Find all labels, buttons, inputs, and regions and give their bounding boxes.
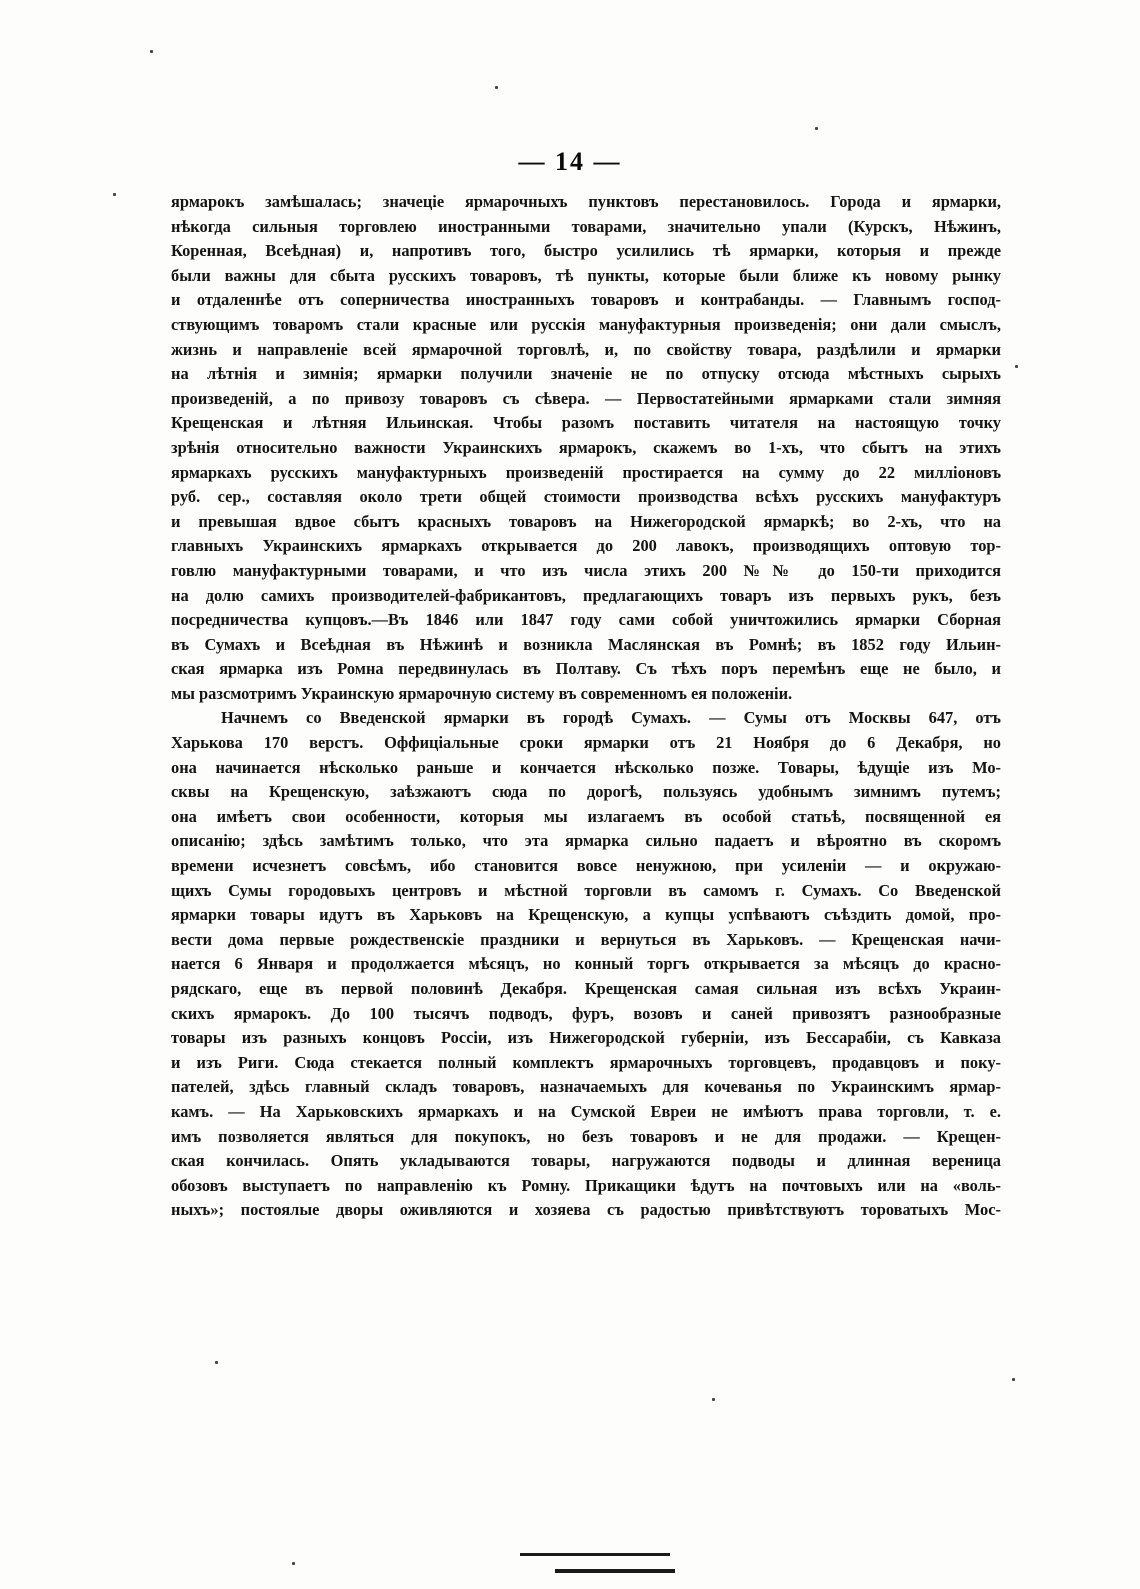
text-line: посредничества купцовъ.—Въ 1846 или 1847 году сами собой уничтожились ярмарки Сборная	[171, 610, 1001, 630]
text-line: скихъ ярмарокъ. До 100 тысячъ подводъ, фуръ, возовъ и саней привозятъ разнообразные	[171, 1003, 1001, 1023]
text-line: были важны для сбыта русскихъ товаровъ, тѣ пункты, которые были ближе къ новому рынку	[171, 265, 1001, 285]
text-line: и отдаленнѣе отъ соперничества иностранныхъ товаровъ и контрабанды. — Главнымъ господ-	[171, 290, 1001, 310]
text-line: жизнь и направленіе всей ярмарочной торговлѣ, и, по свойству товара, раздѣлили и ярмарки	[171, 339, 1001, 359]
scan-speck	[113, 193, 116, 196]
text-line: на лѣтнія и зимнія; ярмарки получили значеніе не по отпуску отсюда мѣстныхъ сырыхъ	[171, 364, 1001, 384]
text-line: ныхъ»; постоялые дворы оживляются и хозяева съ радостью привѣтствуютъ тороватыхъ Мос-	[171, 1200, 1001, 1220]
text-line: имъ позволяется являться для покупокъ, но безъ товаровъ и не для продажи. — Крещен-	[171, 1126, 1001, 1146]
text-line: Коренная, Всеѣдная) и, напротивъ того, быстро усилились тѣ ярмарки, которыя и прежде	[171, 241, 1001, 261]
bottom-printer-rule	[555, 1569, 675, 1573]
text-line: говлю мануфактурными товарами, и что изъ числа этихъ 200 №№ до 150-ти приходится	[171, 560, 1001, 580]
text-line: Начнемъ со Введенской ярмарки въ городѣ Сумахъ. — Сумы отъ Москвы 647, отъ	[221, 708, 1001, 728]
text-line: рядскаго, еще въ первой половинѣ Декабря. Крещенская самая сильная изъ всѣхъ Украин-	[171, 979, 1001, 998]
text-line: описанію; здѣсь замѣтимъ только, что эта ярмарка сильно падаетъ и вѣроятно въ скоромъ	[171, 831, 1001, 851]
text-line: произведеній, а по привозу товаровъ съ сѣвера. — Первостатейными ярмарками стали зимняя	[171, 388, 1001, 408]
scan-speck	[1012, 1378, 1015, 1381]
text-line: зрѣнія относительно важности Украинскихъ ярмарокъ, скажемъ во 1-хъ, что сбытъ на этихъ	[171, 437, 1001, 457]
text-line: Харькова 170 верстъ. Оффиціальные сроки ярмарки отъ 21 Ноября до 6 Декабря, но	[171, 733, 1001, 753]
scan-speck	[215, 1361, 218, 1364]
text-line: вести дома первые рождественскіе праздники и вернуться въ Харьковъ. — Крещенская начи-	[171, 929, 1001, 949]
text-line: пателей, здѣсь главный складъ товаровъ, назначаемыхъ для кочеванья по Украинскимъ ярмар-	[171, 1077, 1001, 1097]
scan-speck	[495, 86, 498, 89]
text-line: обозовъ выступаетъ по направленію къ Ромну. Прикащики ѣдутъ на почтовыхъ или на «воль-	[171, 1175, 1001, 1195]
scan-speck	[292, 1562, 295, 1565]
text-line: главныхъ Украинскихъ ярмаркахъ открывается до 200 лавокъ, производящихъ оптовую тор-	[171, 536, 1001, 556]
scan-speck	[1015, 365, 1018, 368]
text-line: ствующимъ товаромъ стали красные или русскія мануфактурныя произведенія; они дали смыслъ,	[171, 314, 1001, 334]
text-line: нѣкогда сильныя торговлею иностранными товарами, значительно упали (Курскъ, Нѣжинъ,	[171, 216, 1001, 236]
text-line: ская ярмарка изъ Ромна передвинулась въ Полтаву. Съ тѣхъ поръ перемѣнъ еще не было, и	[171, 659, 1001, 679]
text-line: щихъ Сумы городовыхъ центровъ и мѣстной торговли въ самомъ г. Сумахъ. Со Введенской	[171, 880, 1001, 900]
text-line: мы разсмотримъ Украинскую ярмарочную систему въ современномъ ея положеніи.	[171, 683, 793, 703]
text-line: она имѣетъ свои особенности, которыя мы излагаемъ въ особой статьѣ, посвященной ея	[171, 806, 1001, 826]
text-line: сквы на Крещенскую, заѣзжаютъ сюда по дорогѣ, пользуясь удобнымъ зимнимъ путемъ;	[171, 782, 1001, 802]
text-line: камъ. — На Харьковскихъ ярмаркахъ и на Сумской Евреи не имѣютъ права торговли, т. е.	[171, 1101, 1001, 1121]
scan-speck	[150, 50, 153, 53]
text-line: и превышая вдвое сбытъ красныхъ товаровъ на Нижегородской ярмаркѣ; во 2-хъ, что на	[171, 511, 1001, 531]
bottom-printer-rule	[520, 1553, 670, 1556]
text-line: ярмарки товары идутъ въ Харьковъ на Крещенскую, а купцы успѣваютъ съѣздить домой, про-	[171, 905, 1001, 925]
text-line: времени исчезнетъ совсѣмъ, ибо становится вовсе ненужною, при усиленіи — и окружаю-	[171, 856, 1001, 876]
text-line: въ Сумахъ и Всеѣдная въ Нѣжинѣ и возникла Маслянская въ Ромнѣ; въ 1852 году Ильин-	[171, 634, 1001, 654]
scan-speck	[815, 127, 818, 130]
scan-speck	[712, 1398, 715, 1401]
text-line: товары изъ разныхъ концовъ Россіи, изъ Нижегородской губерніи, изъ Бессарабіи, съ Кавказа	[171, 1028, 1001, 1048]
text-line: руб. сер., составляя около трети общей стоимости производства всѣхъ русскихъ мануфактуръ	[171, 487, 1001, 507]
text-line: Крещенская и лѣтняя Ильинская. Чтобы разомъ поставить читателя на настоящую точку	[171, 413, 1001, 433]
text-line: ская кончилась. Опять укладываются товары, нагружаются подводы и длинная вереница	[171, 1151, 1001, 1171]
text-line: на долю самихъ производителей-фабрикантовъ, предлагающихъ товаръ изъ первыхъ рукъ, безъ	[171, 585, 1001, 605]
text-line: ярмарокъ замѣшалась; значеціе ярмарочныхъ пунктовъ перестановилось. Города и ярмарки,	[171, 192, 1001, 211]
text-line: она начинается нѣсколько раньше и кончается нѣсколько позже. Товары, ѣдущіе изъ Мо-	[171, 757, 1001, 777]
text-line: нается 6 Января и продолжается мѣсяцъ, но конный торгъ открывается за мѣсяцъ до красно-	[171, 954, 1001, 974]
body-text	[171, 190, 1001, 1223]
page-number: — 14 —	[518, 147, 622, 176]
text-line: ярмаркахъ русскихъ мануфактурныхъ произведеній простирается на сумму до 22 милліоновъ	[171, 462, 1001, 482]
text-line: и изъ Риги. Сюда стекается полный комплектъ ярмарочныхъ торговцевъ, продавцовъ и поку-	[171, 1052, 1001, 1072]
